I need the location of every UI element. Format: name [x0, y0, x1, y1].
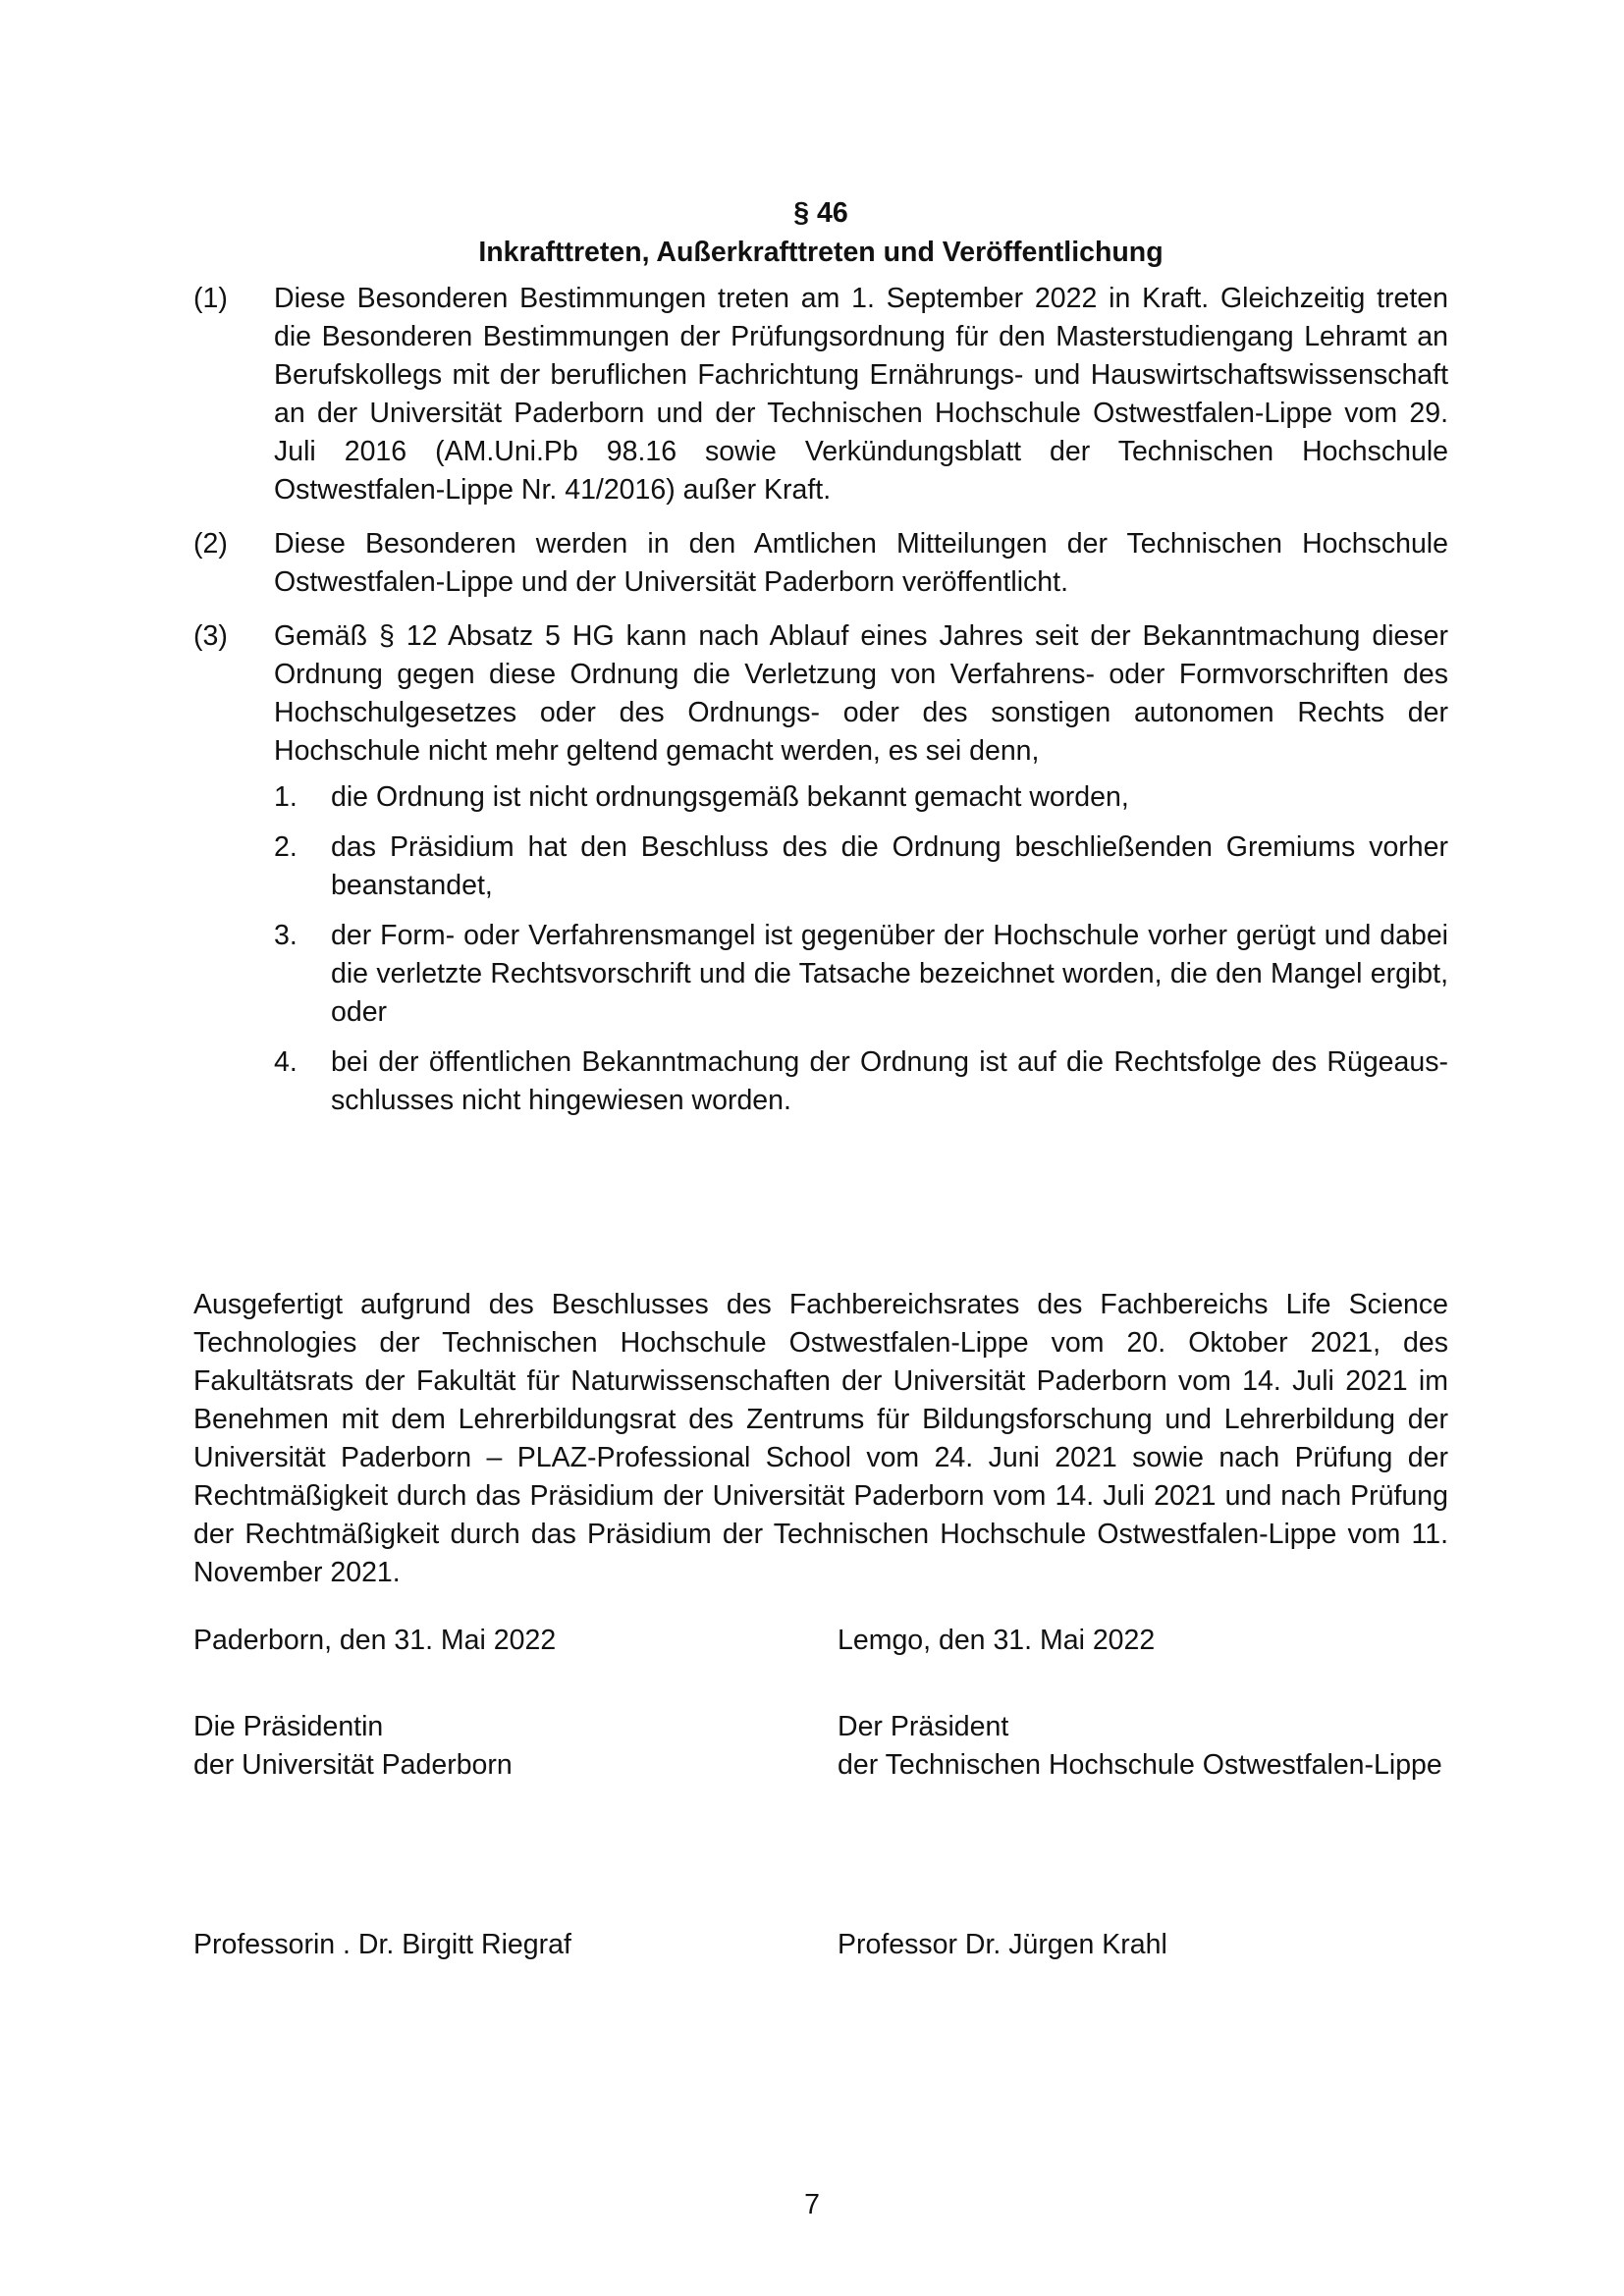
role-line: der Universität Paderborn: [193, 1749, 513, 1781]
role-line: Die Präsidentin: [193, 1711, 384, 1742]
exception-list: [274, 778, 1448, 1120]
paragraph-3: [193, 617, 1448, 1120]
paragraph-number: (2): [193, 528, 228, 560]
list-item-number: 3.: [274, 920, 298, 951]
right-signatory-name: Professor Dr. Jürgen Krahl: [838, 1929, 1167, 1960]
paragraph-text: Gemäß § 12 Absatz 5 HG kann nach Ablauf eines Jahres seit der Bekanntmachung dieser Ordnung gegen diese Ordnung die Verletzung von Verfahrens- oder Formvorschriften des Hochschulgesetzes oder des Ordnungs- oder des sonstigen autonomen Rechts der Hochschule nicht mehr geltend gemacht werden, es sei denn,: [274, 620, 1448, 767]
list-item-text: der Form- oder Verfahrensmangel ist gegenüber der Hochschule vorher gerügt und dabei die verletzte Rechtsvorschrift und die Tatsache bezeichnet worden, die den Mangel ergibt, oder: [331, 920, 1448, 1028]
right-place-date: Lemgo, den 31. Mai 2022: [838, 1625, 1156, 1656]
left-signatory-name: Professorin . Dr. Birgitt Riegraf: [193, 1929, 571, 1960]
section-title: Inkrafttreten, Außerkrafttreten und Veröffentlichung: [478, 237, 1164, 268]
list-item: [274, 917, 1448, 1032]
list-item: [274, 778, 1448, 817]
paragraph-1: [193, 280, 1448, 509]
document-body: [193, 193, 1448, 1136]
list-item-text: bei der öffentlichen Bekanntmachung der Ordnung ist auf die Rechtsfolge des Rügeausschlusses nicht hingewiesen worden.: [331, 1046, 1448, 1116]
list-item-text: das Präsidium hat den Beschluss des die Ordnung beschließenden Gremiums vorher beanstandet,: [331, 831, 1448, 901]
list-item-number: 2.: [274, 831, 298, 863]
list-item-text: die Ordnung ist nicht ordnungsgemäß bekannt gemacht worden,: [331, 781, 1129, 813]
page-number: 7: [804, 2189, 820, 2220]
paragraph-text: Diese Besonderen werden in den Amtlichen Mitteilungen der Technischen Hochschule Ostwestfalen-Lippe und der Universität Paderborn veröffentlicht.: [274, 528, 1448, 598]
left-place-date: Paderborn, den 31. Mai 2022: [193, 1625, 557, 1656]
closing-statement: Ausgefertigt aufgrund des Beschlusses des Fachbereichsrates des Fachbereichs Life Science Technologies der Technischen Hochschule Ostwestfalen-Lippe vom 20. Oktober 2021, des Fakultätsrats der Fakultät für Naturwissenschaften der Universität Paderborn vom 14. Juli 2021 im Benehmen mit dem Lehrerbildungsrat des Zentrums für Bildungsforschung und Lehrerbildung der Universität Paderborn – PLAZ-Professional School vom 24. Juni 2021 sowie nach Prüfung der Rechtmäßigkeit durch das Präsidium der Universität Paderborn vom 14. Juli 2021 und nach Prüfung der Rechtmäßigkeit durch das Präsidium der Technischen Hochschule Ostwestfalen-Lippe vom 11. November 2021.: [193, 1289, 1448, 1588]
list-item-number: 1.: [274, 781, 298, 813]
paragraph-number: (1): [193, 283, 228, 314]
left-signatory-role: [193, 1708, 822, 1785]
right-signatory-role: [838, 1708, 1466, 1785]
role-line: der Technischen Hochschule Ostwestfalen-Lippe: [838, 1749, 1442, 1781]
list-item-number: 4.: [274, 1046, 298, 1078]
paragraph-text: Diese Besonderen Bestimmungen treten am 1. September 2022 in Kraft. Gleichzeitig treten die Besonderen Bestimmungen der Prüfungsordnung für den Masterstudiengang Lehramt an Berufskollegs mit der beruflichen Fachrichtung Ernährungs- und Hauswirtschaftswissenschaft an der Universität Paderborn und der Technischen Hochschule Ostwestfalen-Lippe vom 29. Juli 2016 (AM.Uni.Pb 98.16 sowie Verkündungsblatt der Technischen Hochschule Ostwestfalen-Lippe Nr. 41/2016) außer Kraft.: [274, 283, 1448, 506]
role-line: Der Präsident: [838, 1711, 1009, 1742]
section-number: § 46: [793, 197, 848, 229]
paragraph-number: (3): [193, 620, 228, 652]
list-item: [274, 1043, 1448, 1120]
list-item: [274, 828, 1448, 905]
paragraph-2: [193, 525, 1448, 602]
